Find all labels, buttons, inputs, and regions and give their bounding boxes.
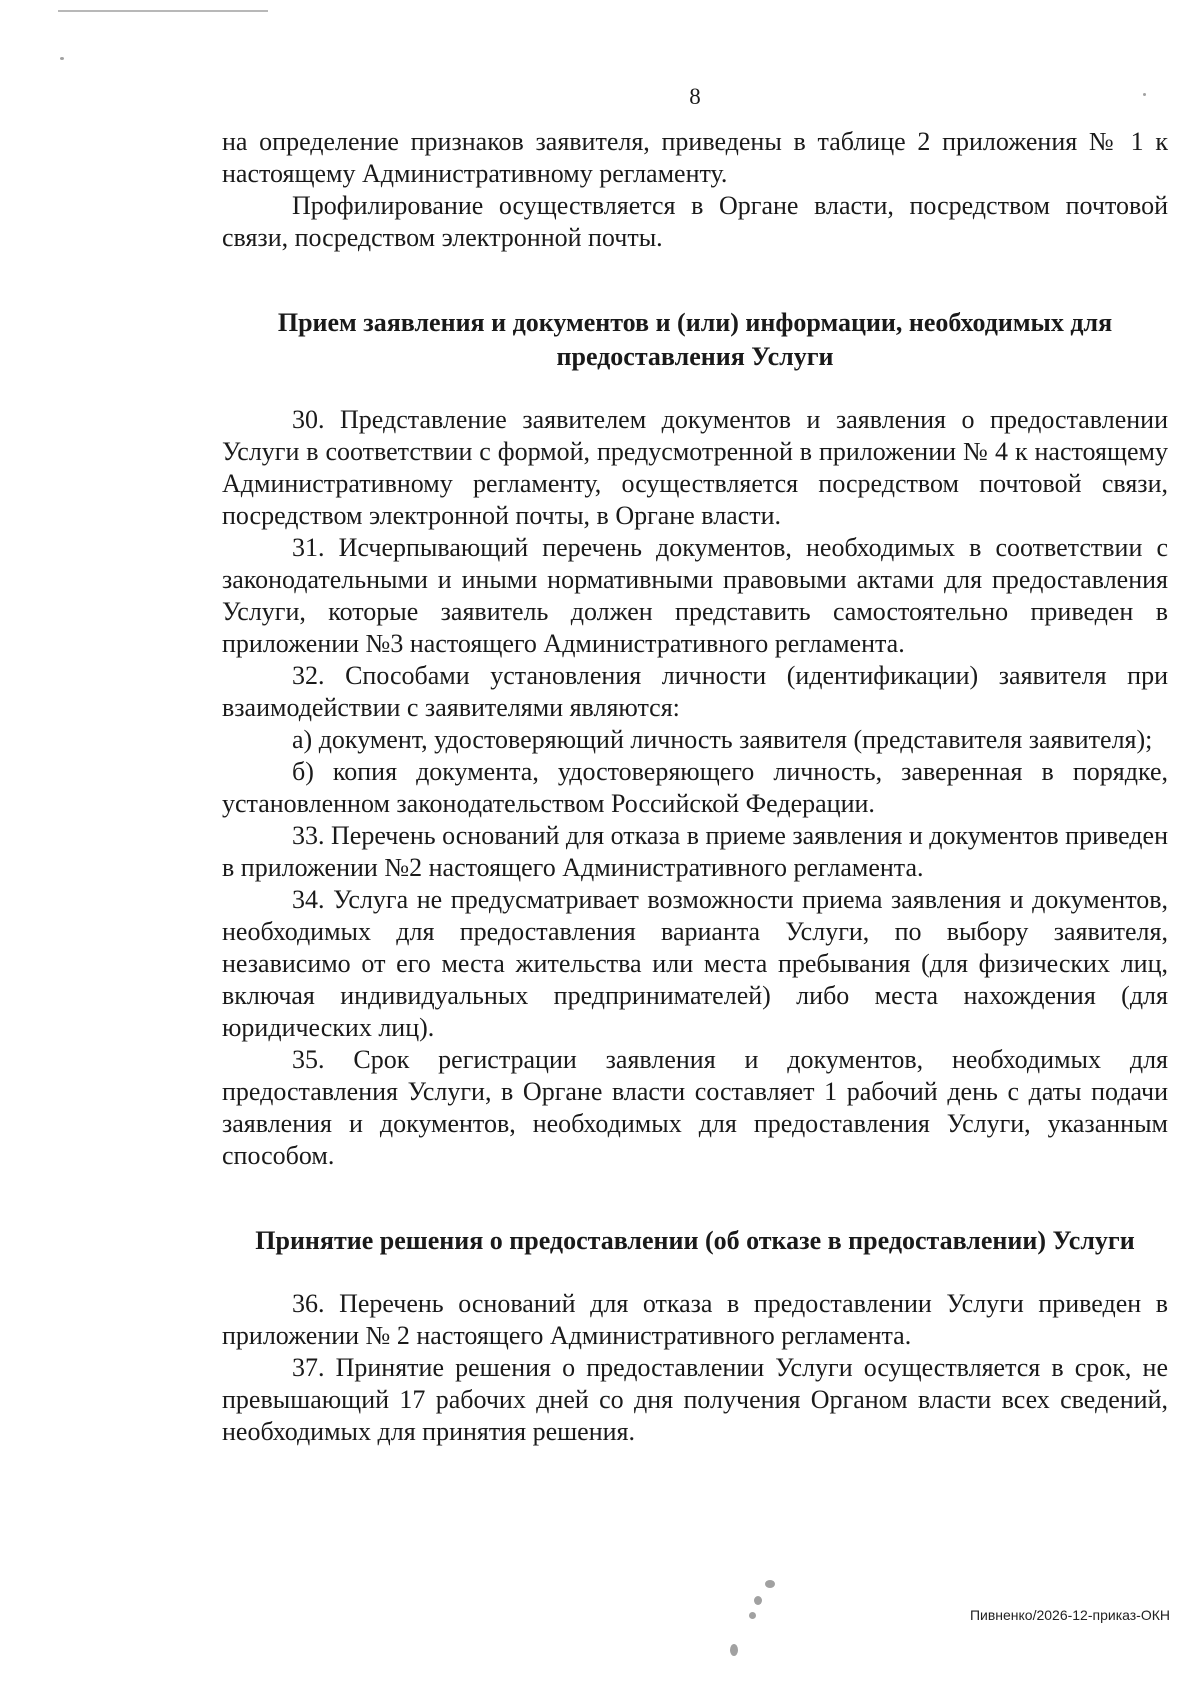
scan-artifact-speck <box>749 1612 756 1619</box>
paragraph: Профилирование осуществляется в Органе власти, посредством почтовой связи, посредством электронной почты. <box>222 191 1168 252</box>
scan-artifact-speck <box>765 1580 775 1588</box>
paragraph: 32. Способами установления личности (идентификации) заявителя при взаимодействии с заявителями являются: <box>222 661 1168 722</box>
paragraph: 33. Перечень оснований для отказа в приеме заявления и документов приведен в приложении №2 настоящего Административного регламента. <box>222 821 1168 882</box>
section-heading: Принятие решения о предоставлении (об отказе в предоставлении) Услуги <box>255 1226 1135 1255</box>
paragraph: 36. Перечень оснований для отказа в предоставлении Услуги приведен в приложении № 2 настоящего Административного регламента. <box>222 1289 1168 1350</box>
paragraph: б) копия документа, удостоверяющего личность, заверенная в порядке, установленном законодательством Российской Федерации. <box>222 757 1168 818</box>
paragraph: 35. Срок регистрации заявления и документов, необходимых для предоставления Услуги, в Органе власти составляет 1 рабочий день с даты подачи заявления и документов, необходимых для предоставления Услуги, указанным способом. <box>222 1045 1168 1170</box>
document-code: Пивненко/2026-12-приказ-ОКН <box>969 1607 1170 1623</box>
section-heading: Прием заявления и документов и (или) информации, необходимых для предоставления Услуги <box>277 308 1113 371</box>
page-number: 8 <box>689 84 701 109</box>
scan-artifact-line <box>58 10 268 12</box>
scan-artifact-speck <box>754 1596 762 1605</box>
paragraph: 30. Представление заявителем документов и заявления о предоставлении Услуги в соответствии с формой, предусмотренной в приложении № 4 к настоящему Административному регламенту, осуществляется посредством почтовой связи, посредством электронной почты, в Органе власти. <box>222 405 1168 530</box>
paragraph: 31. Исчерпывающий перечень документов, необходимых в соответствии с законодательными и иными нормативными правовыми актами для предоставления Услуги, которые заявитель должен представить самостоятельно приведен в приложении №3 настоящего Административного регламента. <box>222 533 1168 658</box>
scan-artifact-speck <box>730 1644 738 1656</box>
paragraph: на определение признаков заявителя, приведены в таблице 2 приложения № 1 к настоящему Административному регламенту. <box>222 127 1168 188</box>
document-body <box>222 126 1168 1448</box>
paragraph: 37. Принятие решения о предоставлении Услуги осуществляется в срок, не превышающий 17 рабочих дней со дня получения Органом власти всех сведений, необходимых для принятия решения. <box>222 1353 1168 1446</box>
scan-artifact-speck <box>60 57 64 60</box>
paragraph: 34. Услуга не предусматривает возможности приема заявления и документов, необходимых для предоставления варианта Услуги, по выбору заявителя, независимо от его места жительства или места пребывания (для физических лиц, включая индивидуальных предпринимателей) либо места нахождения (для юридических лиц). <box>222 885 1168 1042</box>
paragraph: а) документ, удостоверяющий личность заявителя (представителя заявителя); <box>292 725 1153 754</box>
